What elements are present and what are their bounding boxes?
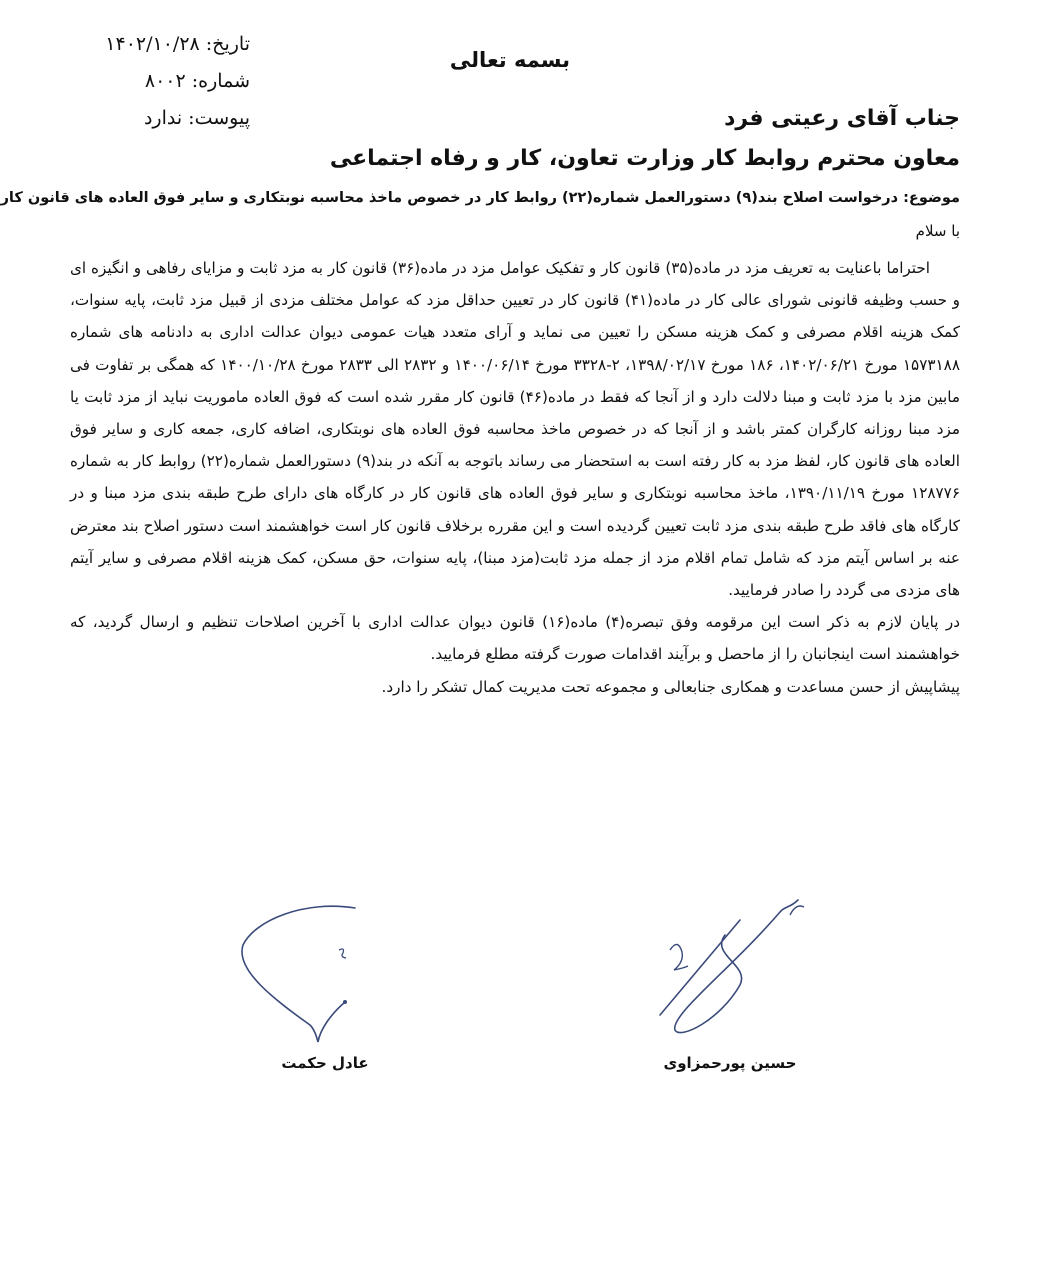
date-value: ۱۴۰۲/۱۰/۲۸ xyxy=(105,33,200,55)
body-paragraph-2: در پایان لازم به ذکر است این مرقومه وفق تبصره(۴) ماده(۱۶) قانون دیوان عدالت اداری با آخرین اصلاحات تنظیم و ارسال گردید، که خواهشمند است اینجانبان را از ماحصل و برآیند اقدامات صورت گرفته مطلع فرمایید. xyxy=(70,613,960,664)
number-value: ۸۰۰۲ xyxy=(144,70,186,92)
signatory-name: حسین پورحمزاوی xyxy=(663,1054,797,1072)
attachment-label: پیوست: xyxy=(188,107,250,129)
date-label: تاریخ: xyxy=(205,33,250,55)
letter-body xyxy=(70,252,960,703)
recipient-name: جناب آقای رعیتی فرد xyxy=(724,106,960,131)
date-line xyxy=(80,26,250,63)
attachment-line xyxy=(80,100,250,137)
number-line xyxy=(80,63,250,100)
signature-block-pourhamzavi xyxy=(630,890,830,1072)
signature-block-hekmat xyxy=(225,890,425,1072)
body-paragraph-1: احتراما باعنایت به تعریف مزد در ماده(۳۵) قانون کار و تفکیک عوامل مزد در ماده(۳۶) قانون کار به مزد ثابت و مزایای رفاهی و انگیزه ای و حسب وظیفه قانونی شورای عالی کار در ماده(۴۱) قانون کار در تعیین حداقل مزد که عوامل مختلف مزدی از قبیل مزد ثابت، پایه سنوات، کمک هزینه اقلام مصرفی و کمک هزینه مسکن را تعیین می نماید و آرای متعدد هیات عمومی دیوان عدالت اداری به دادنامه های شماره ۱۵۷۳۱۸۸ مورخ ۱۴۰۲/۰۶/۲۱، ۱۸۶ مورخ ۱۳۹۸/۰۲/۱۷، ۲-۳۳۲۸ مورخ ۱۴۰۰/۰۶/۱۴ و ۲۸۳۲ الی ۲۸۳۳ مورخ ۱۴۰۰/۱۰/۲۸ که همگی بر تفاوت فی مابین مزد با مزد ثابت و مبنا دلالت دارد و از آنجا که فقط در ماده(۴۶) قانون کار مقرر شده است که فوق العاده ماموریت نباید از مزد ثابت یا مزد مبنا روزانه کارگران کمتر باشد و از آنجا که در خصوص ماخذ محاسبه فوق العاده های نوبتکاری، اضافه کاری، جمعه کاری و سایر فوق العاده های قانون کار، لفظ مزد به کار رفته است به استحضار می رساند باتوجه به آنکه در بند(۹) دستورالعمل شماره(۲۲) روابط کار به شماره ۱۲۸۷۷۶ مورخ ۱۳۹۰/۱۱/۱۹، ماخذ محاسبه نوبتکاری و سایر فوق العاده های قانون کار در کارگاه های دارای طرح طبقه بندی مزد مبنا و در کارگاه های فاقد طرح طبقه بندی مزد ثابت تعیین گردیده است و این مقرره برخلاف قانون کار است خواهشمند است دستور اصلاح بند معترض عنه بر اساس آیتم مزد که شامل تمام اقلام مزد از جمله مزد ثابت(مزد مبنا)، پایه سنوات، حق مسکن، کمک هزینه اقلام مصرفی و سایر آیتم های مزدی می گردد را صادر فرمایید. xyxy=(70,259,961,600)
attachment-value: ندارد xyxy=(143,107,183,129)
signatory-name: عادل حکمت xyxy=(281,1054,369,1072)
body-paragraph-3: پیشاپیش از حسن مساعدت و همکاری جنابعالی و مجموعه تحت مدیریت کمال تشکر را دارد. xyxy=(381,677,960,696)
handwritten-signature-icon xyxy=(640,890,820,1050)
greeting: با سلام xyxy=(915,222,960,240)
letter-meta xyxy=(80,26,250,137)
letter-subject: موضوع: درخواست اصلاح بند(۹) دستورالعمل شماره(۲۲) روابط کار در خصوص ماخذ محاسبه نوبتکاری و سایر فوق العاده های قانون کار xyxy=(0,190,960,206)
bismillah-heading: بسمه تعالی xyxy=(449,48,571,72)
recipient-role: معاون محترم روابط کار وزارت تعاون، کار و رفاه اجتماعی xyxy=(329,146,960,171)
handwritten-signature-icon xyxy=(235,890,415,1050)
number-label: شماره: xyxy=(191,70,250,92)
